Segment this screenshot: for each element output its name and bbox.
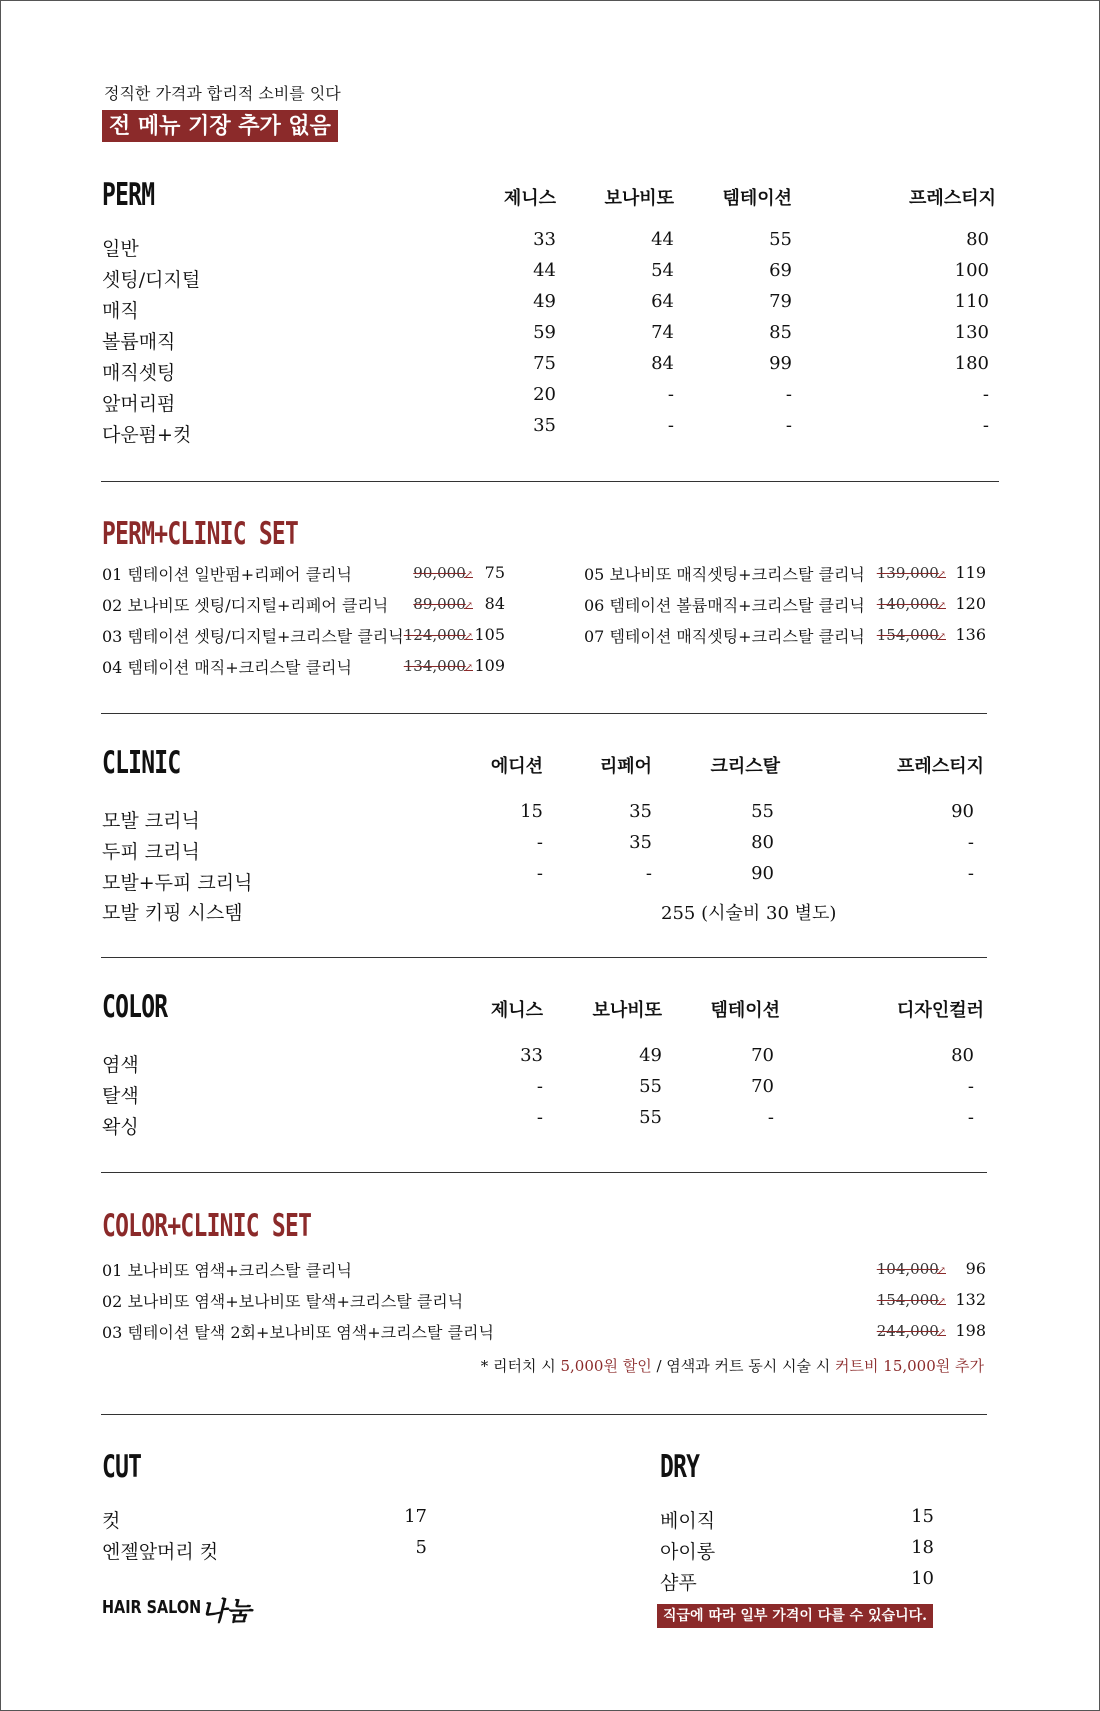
perm-price-cell: 130 bbox=[954, 322, 989, 343]
perm-price-cell: - bbox=[982, 384, 989, 405]
brand-script-logo: 나눔 bbox=[201, 1597, 252, 1627]
clinic-price-cell: 55 bbox=[751, 801, 774, 822]
set-item-label: 05 보나비또 매직셋팅+크리스탈 클리닉 bbox=[584, 565, 865, 584]
perm-row-label: 매직셋팅 bbox=[102, 362, 176, 384]
set-original-price: 134,000 ↗ bbox=[404, 657, 473, 675]
color-price-cell: 70 bbox=[751, 1045, 774, 1066]
perm-price-cell: 44 bbox=[533, 260, 556, 281]
cut-row-label: 엔젤앞머리 컷 bbox=[102, 1541, 219, 1563]
set-discount-price: 96 bbox=[965, 1259, 986, 1278]
cut-price: 5 bbox=[415, 1537, 427, 1558]
clinic-price-cell: 35 bbox=[629, 832, 652, 853]
color-clinic-set-title: COLOR+CLINIC SET bbox=[102, 1208, 312, 1244]
perm-price-cell: 84 bbox=[651, 353, 674, 374]
perm-price-cell: 54 bbox=[651, 260, 674, 281]
color-col-temptation: 템테이션 bbox=[710, 1000, 780, 1021]
clinic-col-repair: 리페어 bbox=[599, 756, 652, 777]
perm-price-cell: 20 bbox=[533, 384, 556, 405]
retouch-note bbox=[481, 1355, 984, 1376]
color-col-design-color: 디자인컬러 bbox=[897, 1000, 984, 1021]
perm-row-label: 셋팅/디지털 bbox=[102, 269, 201, 291]
set-item-label: 02 보나비또 셋팅/디지털+리페어 클리닉 bbox=[102, 596, 389, 615]
set-item-label: 02 보나비또 염색+보나비또 탈색+크리스탈 클리닉 bbox=[102, 1292, 464, 1311]
clinic-price-cell: 90 bbox=[951, 801, 974, 822]
clinic-price-cell: 15 bbox=[520, 801, 543, 822]
clinic-row-label: 모발 크리닉 bbox=[102, 810, 200, 832]
color-price-cell: - bbox=[967, 1107, 974, 1128]
clinic-row-label: 모발+두피 크리닉 bbox=[102, 872, 253, 894]
color-price-cell: - bbox=[967, 1076, 974, 1097]
set-original-price: 154,000 ↗ bbox=[877, 1291, 946, 1309]
clinic-col-prestige: 프레스티지 bbox=[897, 756, 984, 777]
divider bbox=[101, 957, 987, 958]
color-price-cell: - bbox=[536, 1107, 543, 1128]
perm-price-cell: - bbox=[667, 384, 674, 405]
perm-price-cell: 35 bbox=[533, 415, 556, 436]
color-price-cell: 55 bbox=[639, 1107, 662, 1128]
clinic-price-cell: - bbox=[967, 863, 974, 884]
color-price-cell: 49 bbox=[639, 1045, 662, 1066]
clinic-price-cell: - bbox=[536, 832, 543, 853]
color-price-cell: - bbox=[536, 1076, 543, 1097]
perm-price-cell: 110 bbox=[954, 291, 989, 312]
cut-price: 17 bbox=[404, 1506, 427, 1527]
set-original-price: 244,000 ↗ bbox=[877, 1322, 946, 1340]
set-discount-price: 84 bbox=[484, 594, 505, 613]
clinic-col-crystal: 크리스탈 bbox=[710, 756, 780, 777]
set-discount-price: 105 bbox=[474, 625, 505, 644]
color-price-cell: 70 bbox=[751, 1076, 774, 1097]
color-price-cell: 80 bbox=[951, 1045, 974, 1066]
perm-row-label: 앞머리펌 bbox=[102, 393, 176, 415]
dry-row-label: 베이직 bbox=[660, 1510, 716, 1532]
color-title: COLOR bbox=[102, 989, 168, 1025]
clinic-row-label: 두피 크리닉 bbox=[102, 841, 200, 863]
perm-price-cell: 80 bbox=[966, 229, 989, 250]
set-original-price: 139,000 ↗ bbox=[877, 564, 946, 582]
perm-col-zenith: 제니스 bbox=[503, 188, 556, 209]
clinic-price-cell: - bbox=[645, 863, 652, 884]
dry-title: DRY bbox=[660, 1449, 700, 1485]
perm-price-cell: 64 bbox=[651, 291, 674, 312]
set-discount-price: 119 bbox=[955, 563, 986, 582]
clinic-price-cell: - bbox=[967, 832, 974, 853]
note-middle: / 염색과 커트 동시 시술 시 bbox=[651, 1357, 836, 1375]
clinic-price-cell: 80 bbox=[751, 832, 774, 853]
note-prefix: * 리터치 시 bbox=[480, 1357, 561, 1375]
set-item-label: 06 템테이션 볼륨매직+크리스탈 클리닉 bbox=[584, 596, 865, 615]
color-col-bonavito: 보나비또 bbox=[592, 1000, 662, 1021]
perm-row-label: 매직 bbox=[102, 300, 139, 322]
set-discount-price: 75 bbox=[484, 563, 505, 582]
perm-price-cell: 79 bbox=[769, 291, 792, 312]
color-row-label: 탈색 bbox=[102, 1085, 139, 1107]
set-original-price: 124,000 ↗ bbox=[404, 626, 473, 644]
perm-price-cell: 33 bbox=[533, 229, 556, 250]
color-price-cell: - bbox=[767, 1107, 774, 1128]
set-discount-price: 132 bbox=[955, 1290, 986, 1309]
perm-price-cell: 49 bbox=[533, 291, 556, 312]
set-original-price: 104,000 ↗ bbox=[877, 1260, 946, 1278]
perm-col-prestige: 프레스티지 bbox=[909, 188, 996, 209]
perm-price-cell: - bbox=[785, 415, 792, 436]
dry-row-label: 샴푸 bbox=[660, 1572, 697, 1594]
price-notice-badge: 직급에 따라 일부 가격이 다를 수 있습니다. bbox=[657, 1604, 933, 1628]
note-surcharge: 커트비 15,000원 추가 bbox=[835, 1357, 984, 1375]
set-discount-price: 136 bbox=[955, 625, 986, 644]
dry-price: 10 bbox=[911, 1568, 934, 1589]
set-discount-price: 109 bbox=[474, 656, 505, 675]
set-original-price: 89,000 ↗ bbox=[413, 595, 473, 613]
color-col-zenith: 제니스 bbox=[490, 1000, 543, 1021]
set-original-price: 140,000 ↗ bbox=[877, 595, 946, 613]
cut-title: CUT bbox=[102, 1449, 142, 1485]
perm-col-temptation: 템테이션 bbox=[722, 188, 792, 209]
color-price-cell: 33 bbox=[520, 1045, 543, 1066]
divider bbox=[101, 1172, 987, 1173]
tagline: 정직한 가격과 합리적 소비를 잇다 bbox=[104, 84, 341, 103]
hair-keeping-system-label: 모발 키핑 시스템 bbox=[102, 902, 243, 924]
divider bbox=[101, 713, 987, 714]
set-original-price: 90,000 ↗ bbox=[413, 564, 473, 582]
clinic-price-cell: 35 bbox=[629, 801, 652, 822]
hair-keeping-system-price: 255 (시술비 30 별도) bbox=[661, 903, 837, 924]
perm-price-cell: 44 bbox=[651, 229, 674, 250]
perm-row-label: 일반 bbox=[102, 238, 139, 260]
perm-col-bonavito: 보나비또 bbox=[604, 188, 674, 209]
clinic-col-edition: 에디션 bbox=[490, 756, 543, 777]
divider bbox=[101, 1414, 987, 1415]
perm-clinic-set-title: PERM+CLINIC SET bbox=[102, 516, 299, 552]
set-item-label: 01 템테이션 일반펌+리페어 클리닉 bbox=[102, 565, 352, 584]
note-discount: 5,000원 할인 bbox=[560, 1357, 652, 1375]
perm-price-cell: 75 bbox=[533, 353, 556, 374]
perm-price-cell: 99 bbox=[769, 353, 792, 374]
dry-price: 15 bbox=[911, 1506, 934, 1527]
cut-row-label: 컷 bbox=[102, 1510, 121, 1532]
perm-price-cell: 74 bbox=[651, 322, 674, 343]
perm-price-cell: 85 bbox=[769, 322, 792, 343]
brand-text: HAIR SALON bbox=[102, 1597, 202, 1618]
set-item-label: 01 보나비또 염색+크리스탈 클리닉 bbox=[102, 1261, 352, 1280]
perm-price-cell: 180 bbox=[954, 353, 989, 374]
perm-price-cell: - bbox=[785, 384, 792, 405]
dry-row-label: 아이롱 bbox=[660, 1541, 716, 1563]
set-item-label: 03 템테이션 셋팅/디지털+크리스탈 클리닉 bbox=[102, 627, 404, 646]
set-item-label: 04 템테이션 매직+크리스탈 클리닉 bbox=[102, 658, 352, 677]
no-length-surcharge-banner: 전 메뉴 기장 추가 없음 bbox=[102, 110, 338, 142]
set-discount-price: 120 bbox=[955, 594, 986, 613]
perm-price-cell: 59 bbox=[533, 322, 556, 343]
perm-price-cell: - bbox=[667, 415, 674, 436]
set-discount-price: 198 bbox=[955, 1321, 986, 1340]
color-price-cell: 55 bbox=[639, 1076, 662, 1097]
clinic-price-cell: 90 bbox=[751, 863, 774, 884]
perm-title: PERM bbox=[102, 177, 155, 213]
perm-price-cell: 55 bbox=[769, 229, 792, 250]
perm-row-label: 볼륨매직 bbox=[102, 331, 176, 353]
perm-price-cell: 69 bbox=[769, 260, 792, 281]
set-item-label: 07 템테이션 매직셋팅+크리스탈 클리닉 bbox=[584, 627, 865, 646]
color-row-label: 염색 bbox=[102, 1054, 139, 1076]
dry-price: 18 bbox=[911, 1537, 934, 1558]
perm-price-cell: - bbox=[982, 415, 989, 436]
set-item-label: 03 템테이션 탈색 2회+보나비또 염색+크리스탈 클리닉 bbox=[102, 1323, 494, 1342]
divider bbox=[101, 481, 999, 482]
color-row-label: 왁싱 bbox=[102, 1116, 139, 1138]
clinic-price-cell: - bbox=[536, 863, 543, 884]
perm-row-label: 다운펌+컷 bbox=[102, 424, 192, 446]
clinic-title: CLINIC bbox=[102, 745, 181, 781]
set-original-price: 154,000 ↗ bbox=[877, 626, 946, 644]
perm-price-cell: 100 bbox=[954, 260, 989, 281]
